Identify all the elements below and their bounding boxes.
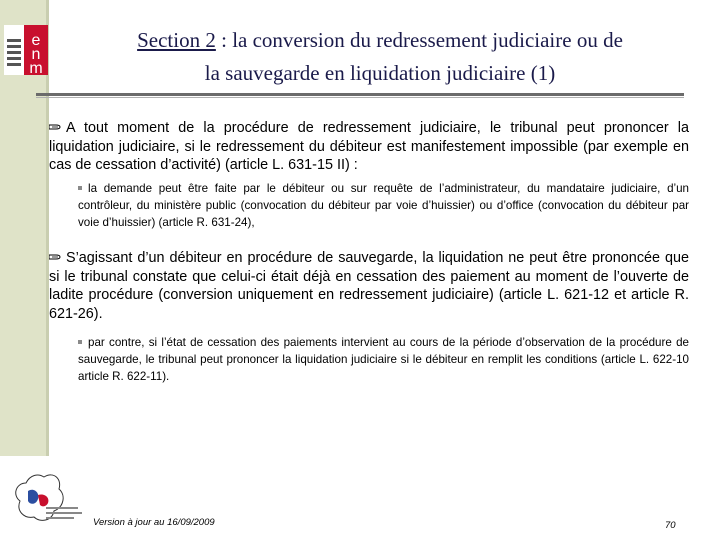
paragraph-2: S’agissant d’un débiteur en procédure de sauvegarde, la liquidation ne peut être prononcée que si le tribunal constate que celui-ci était déjà en cessation des paiement au moment de l’ouverte de ladite procédure (conversion uniquement en redressement judiciaire) (article L. 621-12 et article R. 621-26). xyxy=(49,250,689,322)
square-bullet-icon xyxy=(78,186,82,190)
pointing-hand-icon xyxy=(49,253,61,261)
pointing-hand-icon xyxy=(49,123,61,131)
section-number: Section 2 xyxy=(137,28,216,52)
republique-emblem xyxy=(4,465,92,535)
sub-paragraph-1: la demande peut être faite par le débiteur ou sur requête de l’administrateur, du mandataire judiciaire, d’un contrôleur, du ministère public (convocation du débiteur par voie d’huissier) ou d’office (convocation du débiteur par voie d’huissier) (article R. 631-24), xyxy=(78,182,689,229)
square-bullet-icon xyxy=(78,340,82,344)
footer-version-date: Version à jour au 16/09/2009 xyxy=(93,517,215,528)
enm-logo xyxy=(4,25,48,75)
svg-text:n: n xyxy=(31,46,41,63)
sub-paragraph-2: par contre, si l’état de cessation des paiements intervient au cours de la période d’observation de la procédure de sauvegarde, le tribunal peut prononcer la liquidation judiciaire si le débiteur en remplit les conditions (article L. 622-10 article R. 622-11). xyxy=(78,336,689,383)
slide-title xyxy=(60,24,700,90)
svg-text:e: e xyxy=(31,32,41,49)
title-line1: : la conversion du redressement judiciaire ou de xyxy=(215,28,623,52)
title-divider xyxy=(36,93,684,96)
title-divider-shadow xyxy=(36,97,684,98)
page-number: 70 xyxy=(665,520,676,531)
paragraph-1: A tout moment de la procédure de redressement judiciaire, le tribunal peut prononcer la liquidation judiciaire, si le redressement du débiteur est manifestement impossible (par exemple en cas de cessation d’activité) (article L. 631-15 II) : xyxy=(49,120,689,173)
svg-text:m: m xyxy=(29,60,43,75)
title-line2: la sauvegarde en liquidation judiciaire (1) xyxy=(204,61,556,85)
